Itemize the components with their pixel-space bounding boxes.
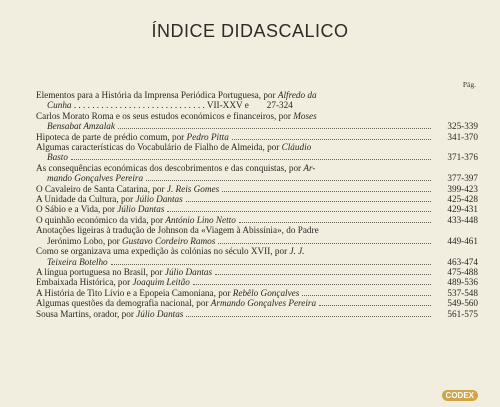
- entry-pages: 463-474: [447, 256, 478, 267]
- page-title: ÍNDICE DIDASCALICO: [151, 21, 349, 41]
- entry-author: J. J.: [289, 246, 305, 257]
- entry-title: A língua portuguesa no Brasil, por: [36, 266, 165, 277]
- leader-dots: [215, 274, 431, 275]
- entry-pages: 399-423: [447, 183, 478, 194]
- entry-title: O Cavaleiro de Santa Catarina, por: [36, 183, 167, 194]
- leader-dots: [232, 139, 431, 140]
- leader-dots: [239, 222, 431, 223]
- entry-title: As consequências económicas dos descobrimentos e das conquistas, por: [36, 162, 304, 173]
- entry-title: Algumas questões da demografia nacional, por: [36, 298, 211, 309]
- index-entry: [36, 142, 478, 163]
- entry-pages: 371-376: [447, 152, 478, 163]
- entry-title: Algumas características do Vocabulário de Fialho de Almeida, por: [36, 142, 282, 153]
- entry-pages: 537-548: [447, 287, 478, 298]
- index-entry: [36, 204, 478, 214]
- entry-page-range-roman: . . . . . . . . . . . . . . . . . . . . . . . . . . . . . VII-XXV e: [71, 100, 249, 111]
- index-entry: [36, 309, 478, 319]
- entry-author: Teixeira Botelho: [47, 256, 108, 267]
- leader-dots: [167, 211, 431, 212]
- entry-pages: 429-431: [447, 204, 478, 215]
- leader-dots: [193, 284, 431, 285]
- entry-author: J. Reis Gomes: [166, 183, 220, 194]
- entry-pages: 549-560: [447, 298, 478, 309]
- leader-dots: [71, 159, 431, 160]
- entry-title: A História de Tito Lívio e a Epopeia Camoniana, por: [36, 287, 233, 298]
- entry-author: Ar-: [303, 162, 316, 173]
- entry-title: Elementos para a História da Imprensa Periódica Portuguesa, por: [36, 90, 278, 100]
- entry-author: Júlio Dantas: [135, 194, 183, 205]
- entry-pages: 425-428: [447, 194, 478, 205]
- entry-pages: 341-370: [447, 131, 478, 142]
- index-entry: [36, 246, 478, 267]
- entry-author: Rebêlo Gonçalves: [232, 287, 300, 298]
- entry-author: Moses: [293, 110, 317, 121]
- entry-title: A Unidade da Cultura, por: [36, 194, 136, 205]
- index-entry: [36, 277, 478, 287]
- entry-pages: 475-488: [447, 266, 478, 277]
- entry-title: Sousa Martins, orador, por: [36, 308, 137, 319]
- entry-author: Basto: [47, 152, 68, 163]
- entry-pages: 489-536: [447, 277, 478, 288]
- entry-author: Joaquim Leitão: [132, 277, 190, 288]
- leader-dots: [118, 128, 431, 129]
- leader-dots: [111, 264, 431, 265]
- index-entry: [36, 184, 478, 194]
- entry-author: Júlio Dantas: [117, 204, 165, 215]
- page-column-header: Pág.: [462, 80, 476, 89]
- entry-author: Armando Gonçalves Pereira: [210, 298, 317, 309]
- entry-title: Embaixada Histórica, por: [36, 277, 133, 288]
- entry-author: Cunha: [47, 100, 72, 111]
- leader-dots: [222, 191, 431, 192]
- entry-title: Anotações ligeiras à tradução de Johnson da «Viagem à Abissínia», do Padre: [36, 225, 319, 236]
- entry-pages: 325-339: [447, 121, 478, 132]
- leader-dots: [218, 243, 431, 244]
- entry-title: Hipoteca de parte de prédio comum, por: [36, 131, 187, 142]
- watermark-stamp: CODEX: [442, 390, 478, 401]
- entry-author: Pedro Pitta: [186, 131, 229, 142]
- index-entry: [36, 163, 478, 184]
- entry-title: Carlos Morato Roma e os seus estudos económicos e financeiros, por: [36, 110, 294, 121]
- index-entry: [36, 267, 478, 277]
- entry-pages: 433-448: [447, 214, 478, 225]
- entry-author: António Lino Netto: [165, 214, 236, 225]
- leader-dots: [319, 305, 431, 306]
- index-entry: [36, 288, 478, 298]
- index-entry: [36, 132, 478, 142]
- entry-author: Alfredo da: [277, 90, 317, 100]
- index-entry: [36, 225, 478, 246]
- entry-pages: 27-324: [266, 100, 293, 111]
- leader-dots: [186, 201, 431, 202]
- index-entry: [36, 215, 478, 225]
- entry-author: Júlio Dantas: [136, 308, 184, 319]
- index-entry: [36, 194, 478, 204]
- entry-author: Cláudio: [281, 142, 312, 153]
- leader-dots: [146, 180, 431, 181]
- entry-author: Bensabat Amzalak: [47, 121, 115, 132]
- index-entry: [36, 298, 478, 308]
- index-entries: [36, 90, 478, 319]
- entry-title: Como se organizava uma expedição às colónias no século XVII, por: [36, 246, 290, 257]
- index-entry: [36, 111, 478, 132]
- entry-pages: 561-575: [447, 308, 478, 319]
- entry-author: Gustavo Cordeiro Ramos: [122, 235, 216, 246]
- leader-dots: [186, 316, 431, 317]
- entry-author: Júlio Dantas: [164, 266, 213, 277]
- entry-title: O quinhão económico da vida, por: [36, 214, 166, 225]
- leader-dots: [302, 295, 431, 296]
- entry-title: Jerónimo Lobo, por: [47, 235, 123, 246]
- entry-title: O Sábio e a Vida, por: [36, 204, 118, 215]
- entry-pages: 449-461: [447, 235, 478, 246]
- index-entry: [36, 90, 478, 111]
- entry-author: mando Gonçalves Pereira: [47, 173, 144, 184]
- entry-pages: 377-397: [447, 173, 478, 184]
